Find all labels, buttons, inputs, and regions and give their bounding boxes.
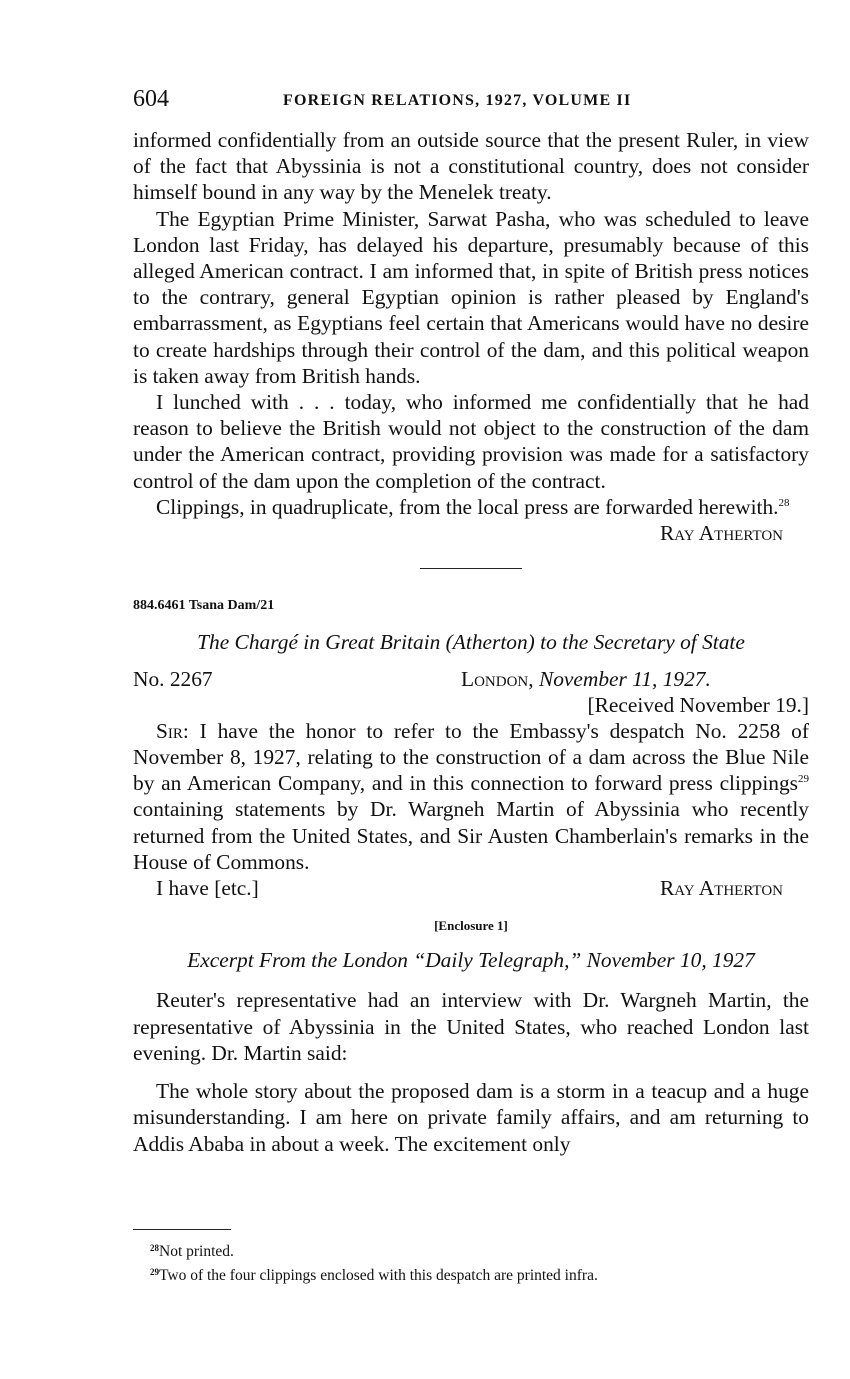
signature: Ray Atherton: [660, 876, 783, 901]
footnote-mark: 28: [150, 1243, 159, 1253]
enclosure-title: Excerpt From the London “Daily Telegraph,” November 10, 1927: [187, 948, 755, 973]
despatch-line: [133, 666, 809, 692]
paragraph: [133, 718, 809, 875]
enclosure-label: [Enclosure 1]: [434, 918, 508, 934]
footnote-text: Two of the four clippings enclosed with this despatch are printed infra.: [159, 1267, 598, 1284]
running-head: FOREIGN RELATIONS, 1927, VOLUME II: [283, 92, 632, 109]
document-title: The Chargé in Great Britain (Atherton) to the Secretary of State: [197, 630, 745, 655]
footnote: [150, 1238, 810, 1262]
place: London,: [461, 666, 534, 691]
paragraph-text: containing statements by Dr. Wargneh Martin of Abyssinia who recently returned from the United States, and Sir Austen Chamberlain's remarks in the House of Commons.: [133, 797, 809, 874]
paragraph: [133, 494, 809, 520]
footnote-mark: 29: [150, 1267, 159, 1277]
footnotes: [150, 1238, 810, 1286]
paragraph: informed confidentially from an outside source that the present Ruler, in view of the fact that Abyssinia is not a constitutional country, does not consider himself bound in any way by the Menelek treaty.: [133, 128, 809, 205]
paragraph: The Egyptian Prime Minister, Sarwat Pasha, who was scheduled to leave London last Friday, has delayed his departure, presumably because of this alleged American contract. I am informed that, in spite of British press notices to the contrary, general Egyptian opinion is rather pleased by England's embarrassment, as Egyptians feel certain that Americans would have no desire to create hardships through their control of the dam, and this political weapon is taken away from British hands.: [133, 206, 809, 388]
closing-line: [133, 875, 809, 901]
file-number: 884.6461 Tsana Dam/21: [133, 598, 275, 614]
date: November 11, 1927.: [538, 666, 711, 691]
paragraph-text: I have the honor to refer to the Embassy's despatch No. 2258 of November 8, 1927, relating to the construction of a dam across the Blue Nile by an American Company, and in this connection to forward press clippings: [133, 718, 809, 796]
closing: I have [etc.]: [156, 876, 259, 901]
footnote-ref: 29: [798, 773, 809, 786]
received-date: [Received November 19.]: [587, 692, 809, 717]
page-header: [133, 86, 809, 116]
despatch-dateline: [461, 666, 711, 692]
footnote-text: Not printed.: [159, 1243, 234, 1260]
footnote: [150, 1262, 810, 1286]
paragraph-text: Clippings, in quadruplicate, from the local press are forwarded herewith.: [156, 494, 779, 519]
page-body: [133, 127, 809, 1157]
section-divider: [420, 568, 522, 569]
page-number: 604: [133, 86, 169, 112]
signature: Ray Atherton: [660, 521, 783, 546]
footnote-ref: 28: [778, 496, 790, 509]
paragraph: The whole story about the proposed dam is a storm in a teacup and a huge misunderstanding. I am here on private family affairs, and am returning to Addis Ababa in about a week. The excitement only: [133, 1079, 809, 1156]
paragraph: I lunched with . . . today, who informed me confidentially that he had reason to believe the British would not object to the construction of the dam under the American contract, providing provision was made for a satisfactory control of the dam upon the completion of the contract.: [133, 390, 809, 493]
salutation: Sir:: [156, 718, 189, 743]
footnote-divider: [133, 1229, 231, 1230]
despatch-number: No. 2267: [133, 666, 213, 691]
paragraph: Reuter's representative had an interview with Dr. Wargneh Martin, the representative of Abyssinia in the United States, who reached London last evening. Dr. Martin said:: [133, 988, 809, 1065]
